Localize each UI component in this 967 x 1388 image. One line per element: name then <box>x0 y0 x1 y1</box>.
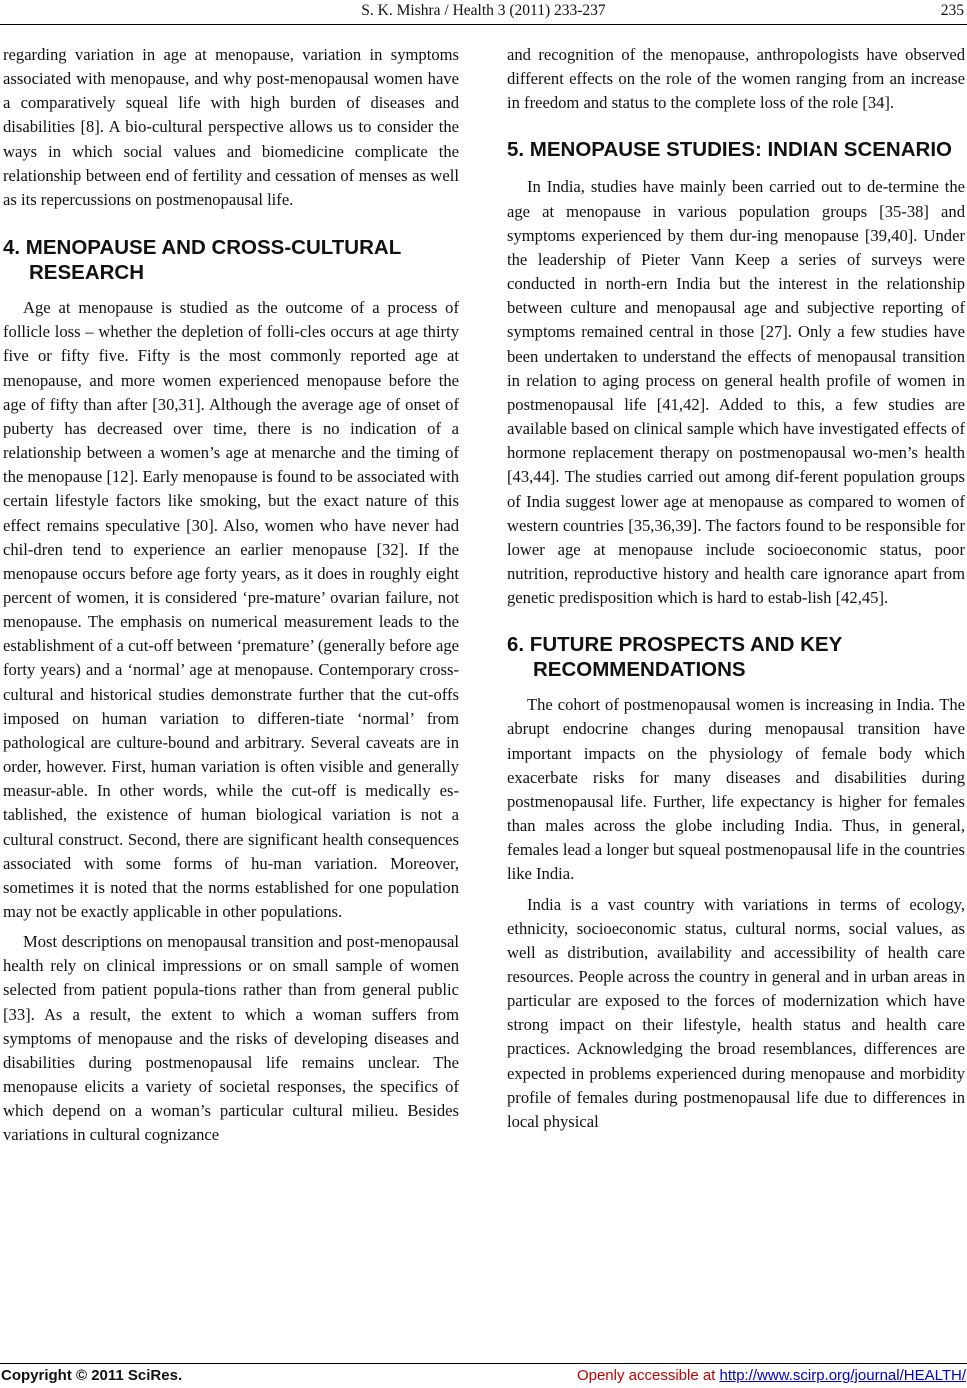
section-heading-4: 4. MENOPAUSE AND CROSS-CULTURAL RESEARCH <box>3 236 401 285</box>
paragraph: The cohort of postmenopausal women is increasing in India. The abrupt endocrine changes during menopausal transition have important impacts on the physiology of female body which exacerbate risks for many diseases and disabilities during postmenopausal life. Further, life expectancy is higher for females than males across the globe including India. Thus, in general, females lead a longer but squeal postmenopausal life in the countries like India. <box>507 695 965 884</box>
paragraph: In India, studies have mainly been carried out to de-termine the age at menopause in various population groups [35-38] and symptoms experienced by them dur-ing menopause [39,40]. Under the leadership of Pieter Vann Keep a series of surveys were conducted in north-ern India but the interest in the relationship between culture and menopausal age and subjective reporting of symptoms remained central in those [27]. Only a few studies have been undertaken to understand the effects of menopausal transition in relation to aging process on general health profile of women in postmenopausal life [41,42]. Added to this, a few studies are available based on clinical sample which have investigated effects of hormone replacement therapy on postmenopausal wo-men’s health [43,44]. The studies carried out among dif-ferent population groups of India suggest lower age at menopause as compared to women of western countries [35,36,39]. The factors found to be responsible for lower age at menopause include socioeconomic status, poor nutrition, reproductive history and health care ignorance apart from genetic predisposition which is hard to estab-lish [42,45]. <box>507 177 965 608</box>
paragraph: India is a vast country with variations in terms of ecology, ethnicity, socioeconomic status, cultural norms, social values, as well as distribution, availability and accessibility of health care resources. People across the country in general and in urban areas in particular are exposed to the forces of modernization which have strong impact on their lifestyle, health status and health care practices. Acknowledging the broad resemblances, differences are expected in problems experienced during menopause and morbidity profile of females during postmenopausal life due to differences in local physical <box>507 894 965 1131</box>
left-column <box>3 43 459 1148</box>
footer-rule <box>0 1363 967 1364</box>
running-title: S. K. Mishra / Health 3 (2011) 233-237 <box>361 2 606 19</box>
paragraph: regarding variation in age at menopause, variation in symptoms associated with menopause, and why post-menopausal women have a comparatively squeal life with high burden of diseases and disabilities [8]. A bio-cultural perspective allows us to consider the ways in which social values and biomedicine complicate the relationship between end of fertility and cessation of menses as well as its repercussions on postmenopausal life. <box>3 45 459 209</box>
right-column <box>507 43 965 1134</box>
paragraph: Age at menopause is studied as the outcome of a process of follicle loss – whether the depletion of folli-cles occurs at age thirty five or fifty five. Fifty is the most commonly reported age at menopause, and more women experienced menopause before the age of fifty than after [30,31]. Although the average age of onset of puberty has decreased over time, there is no indication of a relationship between a women’s age at menarche and the timing of the menopause [12]. Early menopause is found to be associated with certain lifestyle factors like smoking, but the exact nature of this effect remains speculative [30]. Also, women who have never had chil-dren tend to experience an earlier menopause [32]. If the menopause occurs before age forty years, as it does in roughly eight percent of women, it is considered ‘pre-mature’ ovarian failure, not menopause. The emphasis on numerical measurement leads to the establishment of a cut-off between ‘premature’ (generally before age forty years) and a ‘normal’ age at menopause. Contemporary cross-cultural and historical studies demonstrate further that the cut-offs imposed on human variation to differen-tiate ‘normal’ from pathological are culture-bound and arbitrary. Several caveats are in order, however. First, human variation is often visible and generally measur-able. In other words, while the cut-off is medically es-tablished, the existence of human biological variation is not a cultural construct. Second, there are significant health consequences associated with some forms of hu-man variation. Moreover, sometimes it is noted that the norms established for one population may not be exactly applicable in other populations. <box>3 298 459 921</box>
page-footer <box>0 1367 967 1387</box>
section-heading-6: 6. FUTURE PROSPECTS AND KEY RECOMMENDATIONS <box>507 633 842 682</box>
running-header <box>0 1 967 23</box>
paragraph: and recognition of the menopause, anthropologists have observed different effects on the role of the women ranging from an increase in freedom and status to the complete loss of the role [34]. <box>507 45 965 113</box>
paragraph: Most descriptions on menopausal transition and post-menopausal health rely on clinical impressions or on small sample of women selected from patient popula-tions rather than from general public [33]. As a result, the extent to which a woman suffers from symptoms of menopause and the risks of developing diseases and disabilities during postmenopausal life remains unclear. The menopause elicits a variety of societal responses, the specifics of which depend on a woman’s particular cultural milieu. Besides variations in cultural cognizance <box>3 932 459 1145</box>
copyright-notice: Copyright © 2011 SciRes. <box>1 1367 183 1384</box>
header-rule <box>0 24 967 25</box>
section-heading-5: 5. MENOPAUSE STUDIES: INDIAN SCENARIO <box>507 138 952 162</box>
access-notice <box>577 1367 966 1384</box>
access-prefix: Openly accessible at <box>576 1367 720 1384</box>
page-number: 235 <box>940 2 964 19</box>
journal-link[interactable]: http://www.scirp.org/journal/HEALTH/ <box>719 1367 966 1384</box>
